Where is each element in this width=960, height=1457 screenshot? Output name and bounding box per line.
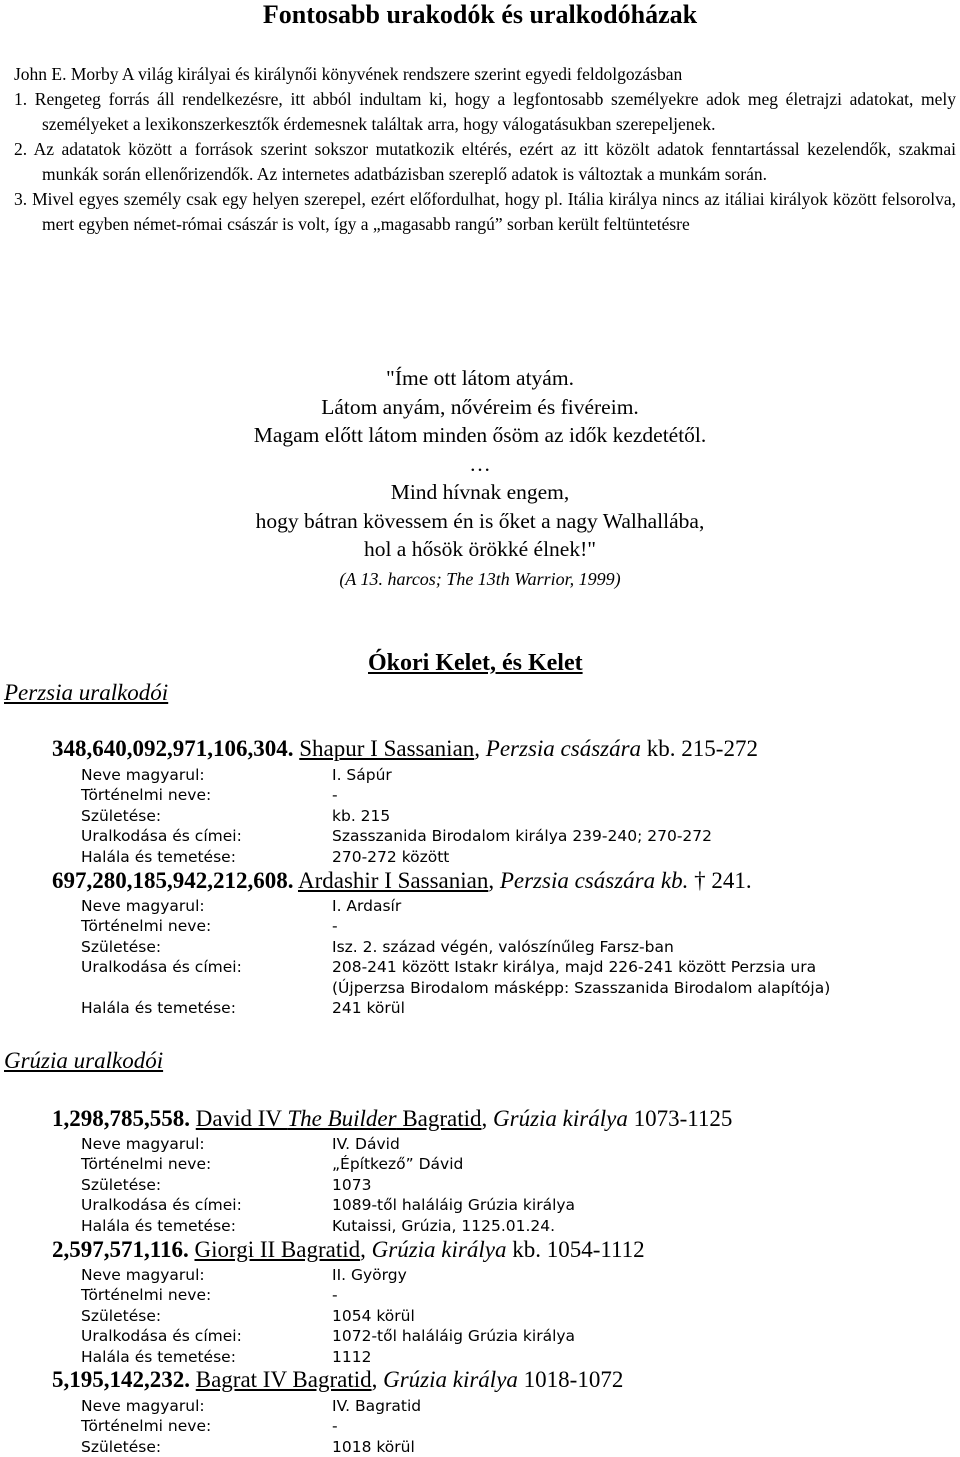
poem-line: "Íme ott látom atyám. bbox=[386, 366, 574, 390]
separator: , bbox=[481, 1106, 488, 1131]
poem-line: Magam előtt látom minden ősöm az idők kezdetétől. bbox=[253, 423, 707, 447]
poem-line: Látom anyám, nővéreim és fivéreim. bbox=[321, 394, 639, 419]
poem-line: hogy bátran kövessem én is őket a nagy Walhallába, bbox=[255, 508, 705, 533]
fact-label: Halála és temetése: bbox=[81, 999, 236, 1018]
ruler-title: Grúzia királya bbox=[493, 1106, 628, 1131]
fact-value: - bbox=[332, 1286, 338, 1305]
ruler-title: Perzsia császára kb. bbox=[499, 868, 689, 893]
page-title: Fontosabb urakodók és uralkodóházak bbox=[262, 0, 698, 29]
fact-value: 1072-től haláláig Grúzia királya bbox=[332, 1327, 576, 1346]
fact-label: Történelmi neve: bbox=[81, 786, 212, 805]
fact-value: Kutaissi, Grúzia, 1125.01.24. bbox=[332, 1216, 556, 1235]
fact-label: Történelmi neve: bbox=[81, 1286, 212, 1305]
fact-value: 270-272 között bbox=[332, 847, 450, 866]
ruler-name: Shapur I Sassanian bbox=[299, 736, 475, 761]
ruler-facts bbox=[81, 765, 912, 867]
fact-label: Neve magyarul: bbox=[81, 1397, 205, 1415]
fact-value: kb. 215 bbox=[332, 806, 391, 825]
fact-value: „Építkező” Dávid bbox=[332, 1155, 464, 1174]
ruler-entry-heading bbox=[52, 1106, 732, 1132]
ruler-id: 697,280,185,942,212,608. bbox=[52, 868, 294, 893]
fact-label: Halála és temetése: bbox=[81, 1216, 236, 1235]
ruler-dates: kb. 1054-1112 bbox=[512, 1237, 645, 1262]
fact-value: IV. Dávid bbox=[332, 1135, 400, 1153]
fact-label: Uralkodása és címei: bbox=[81, 958, 242, 977]
poem-line: … bbox=[469, 451, 491, 476]
separator: , bbox=[474, 736, 481, 761]
ruler-name: Ardashir I Sassanian bbox=[297, 868, 489, 893]
fact-label: Születése: bbox=[81, 937, 162, 956]
ruler-title: Perzsia császára bbox=[485, 736, 642, 761]
fact-value: IV. Bagratid bbox=[332, 1397, 422, 1415]
fact-value: 208-241 között Istakr királya, majd 226-241 között Perzsia ura (Újperzsa Birodalom másképp: Szasszanida Birodalom alapítója) bbox=[332, 958, 831, 997]
ruler-epithet: The Builder bbox=[287, 1106, 397, 1131]
ruler-title: Grúzia királya bbox=[371, 1237, 507, 1262]
fact-label: Uralkodása és címei: bbox=[81, 827, 242, 846]
fact-label: Uralkodása és címei: bbox=[81, 1327, 242, 1346]
ruler-dates: 1018-1072 bbox=[523, 1367, 624, 1392]
fact-value: I. Ardasír bbox=[332, 897, 402, 915]
ruler-entry-heading bbox=[52, 736, 758, 762]
fact-value: I. Sápúr bbox=[332, 766, 392, 784]
fact-value: 1112 bbox=[332, 1347, 372, 1366]
ruler-name bbox=[196, 1106, 482, 1131]
ruler-entry-heading bbox=[52, 1367, 623, 1393]
fact-value: 241 körül bbox=[332, 999, 405, 1018]
persia-heading: Perzsia uralkodói bbox=[4, 680, 169, 705]
fact-label: Neve magyarul: bbox=[81, 1266, 205, 1284]
separator: , bbox=[360, 1237, 366, 1262]
ruler-id: 1,298,785,558. bbox=[52, 1106, 190, 1131]
intro-source-line: John E. Morby A világ királyai és királynői könyvének rendszere szerint egyedi feldolgozásban bbox=[14, 64, 683, 84]
ruler-facts bbox=[81, 1265, 912, 1367]
poem-citation: (A 13. harcos; The 13th Warrior, 1999) bbox=[339, 568, 621, 589]
fact-label: Történelmi neve: bbox=[81, 1417, 212, 1436]
fact-value: II. György bbox=[332, 1266, 407, 1284]
poem-line: Mind hívnak engem, bbox=[390, 480, 570, 504]
fact-label: Neve magyarul: bbox=[81, 897, 205, 915]
fact-value: 1073 bbox=[332, 1175, 372, 1194]
ruler-dates: 1073-1125 bbox=[633, 1106, 733, 1131]
fact-label: Neve magyarul: bbox=[81, 1135, 205, 1153]
ruler-facts bbox=[81, 896, 912, 1018]
ruler-facts bbox=[81, 1396, 912, 1457]
ruler-facts bbox=[81, 1134, 912, 1236]
separator: , bbox=[488, 868, 495, 893]
ruler-name: Bagrat IV Bagratid bbox=[195, 1367, 372, 1392]
poem-line: hol a hősök örökké élnek!" bbox=[363, 537, 597, 561]
separator: , bbox=[371, 1367, 378, 1392]
fact-label: Halála és temetése: bbox=[81, 1347, 236, 1366]
ruler-id: 348,640,092,971,106,304. bbox=[52, 736, 294, 761]
intro bbox=[14, 62, 956, 237]
ruler-dates: kb. 215-272 bbox=[646, 736, 758, 761]
ruler-entry-heading bbox=[52, 868, 752, 894]
fact-value: 1089-től haláláig Grúzia királya bbox=[332, 1196, 576, 1215]
ruler-title: Grúzia királya bbox=[383, 1367, 518, 1392]
fact-label: Születése: bbox=[81, 1175, 162, 1194]
fact-label: Születése: bbox=[81, 806, 162, 825]
fact-label: Születése: bbox=[81, 1437, 162, 1456]
fact-value: 1018 körül bbox=[332, 1437, 415, 1456]
ruler-id: 5,195,142,232. bbox=[52, 1367, 190, 1392]
ruler-entry-heading bbox=[52, 1237, 645, 1263]
poem-quote bbox=[0, 364, 960, 594]
fact-label: Uralkodása és címei: bbox=[81, 1196, 242, 1215]
ruler-dates: † 241. bbox=[694, 868, 752, 893]
fact-label: Neve magyarul: bbox=[81, 766, 205, 784]
ruler-name: Giorgi II Bagratid bbox=[194, 1237, 361, 1262]
ruler-name-part: David IV bbox=[195, 1106, 288, 1131]
fact-label: Születése: bbox=[81, 1306, 162, 1325]
section-title: Ókori Kelet, és Kelet bbox=[368, 650, 583, 676]
fact-value: Isz. 2. század végén, valószínűleg Farsz-ban bbox=[332, 937, 674, 956]
fact-label: Történelmi neve: bbox=[81, 1155, 212, 1174]
intro-note-3: 3. Mivel egyes személy csak egy helyen szerepel, ezért előfordulhat, hogy pl. Itália királya nincs az itáliai királyok között felsorolva, mert egyben német-római császár is volt, így a „magasabb rangú” sorban került feltüntetésre bbox=[14, 189, 956, 234]
ruler-id: 2,597,571,116. bbox=[52, 1237, 189, 1262]
intro-note-1: 1. Rengeteg forrás áll rendelkezésre, itt abból indultam ki, hogy a legfontosabb személyekre adok meg életrajzi adatokat, mely személyeket a lexikonszerkesztők érdemesnek találtak arra, hogy válogatásukban szerepeljenek. bbox=[14, 89, 956, 134]
intro-note-2: 2. Az adatatok között a források szerint sokszor mutatkozik eltérés, ezért az itt közölt adatok fenntartással kezelendők, szakmai munkák során ellenőrizendők. Az internetes adatbázisban szereplő adatok is változtak a munkám során. bbox=[14, 139, 956, 184]
georgia-heading: Grúzia uralkodói bbox=[4, 1048, 164, 1073]
fact-value: - bbox=[332, 786, 338, 805]
fact-value: Szasszanida Birodalom királya 239-240; 270-272 bbox=[332, 827, 712, 846]
fact-label: Történelmi neve: bbox=[81, 917, 212, 936]
fact-label: Halála és temetése: bbox=[81, 847, 236, 866]
fact-value: - bbox=[332, 917, 338, 936]
fact-value: - bbox=[332, 1417, 338, 1436]
fact-value: 1054 körül bbox=[332, 1306, 415, 1325]
ruler-name-part: Bagratid bbox=[396, 1106, 482, 1131]
